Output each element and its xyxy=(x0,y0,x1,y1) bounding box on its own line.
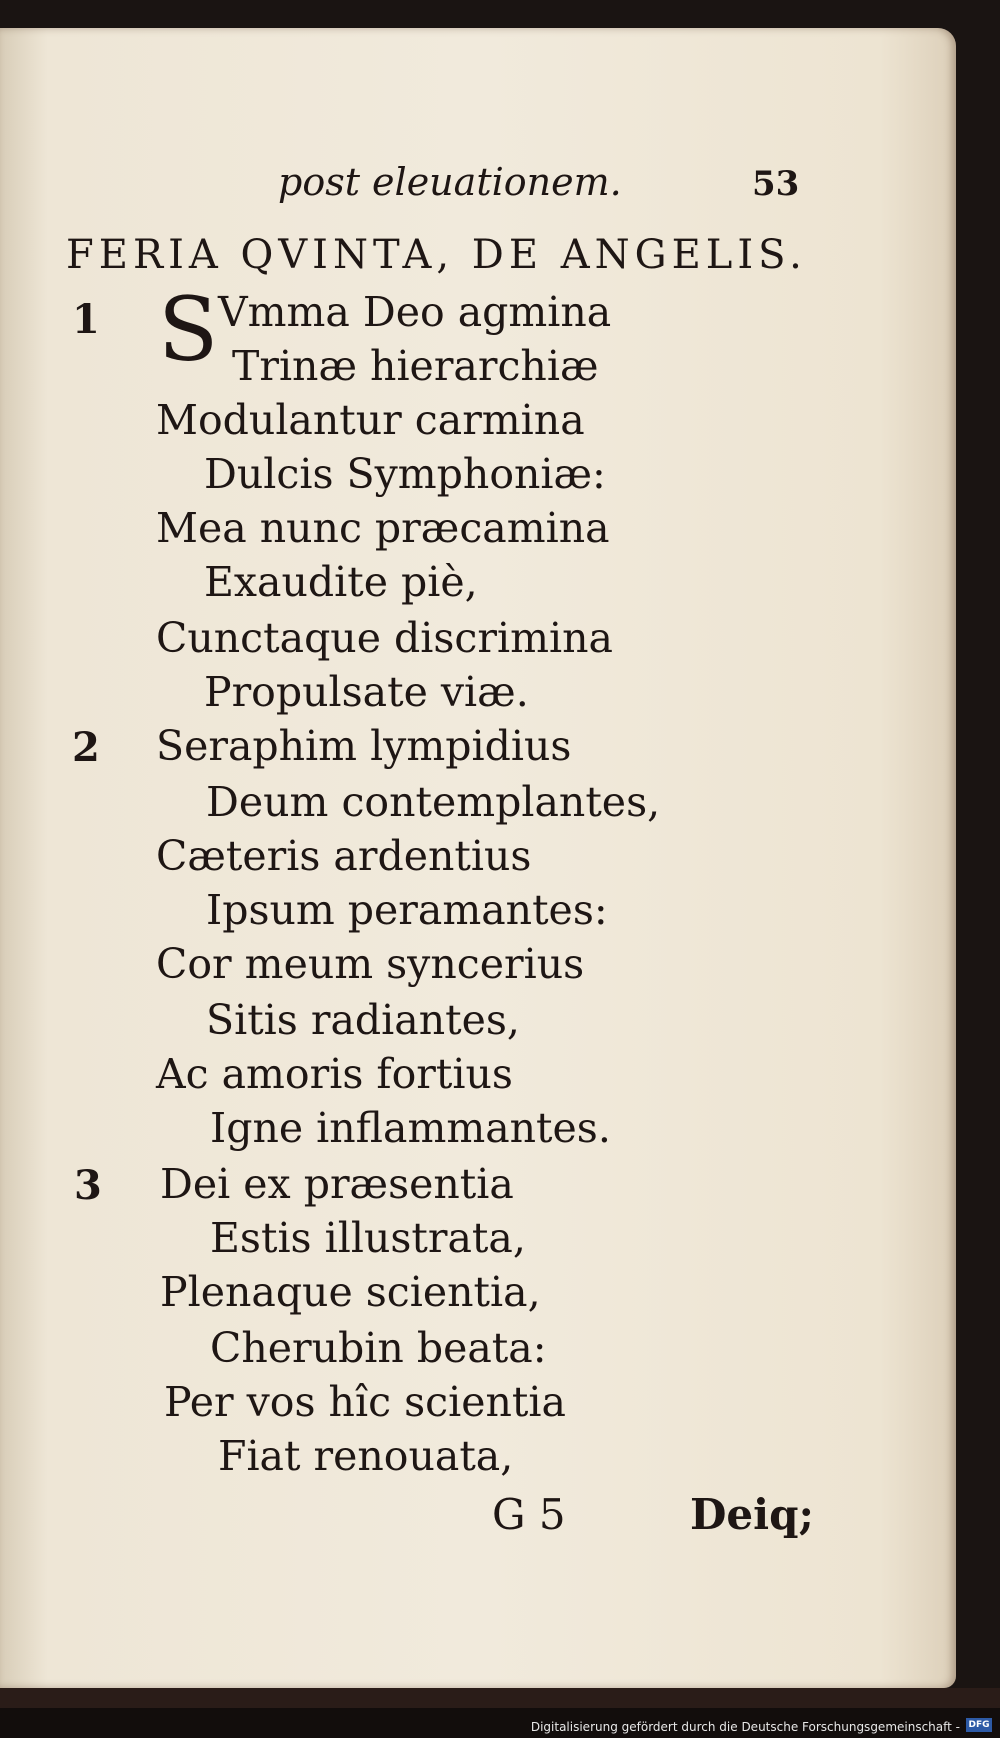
verse-line: Seraphim lympidius xyxy=(156,722,572,770)
verse-line: Propulsate viæ. xyxy=(204,668,529,716)
dfg-logo-icon: DFG xyxy=(966,1718,992,1732)
verse-line: Dei ex præsentia xyxy=(160,1160,514,1208)
verse-line: Ipsum peramantes: xyxy=(206,886,608,934)
verse-line: Modulantur carmina xyxy=(156,396,585,444)
verse-line: Ac amoris fortius xyxy=(156,1050,513,1098)
verse-line: Vmma Deo agmina xyxy=(218,288,612,336)
verse-line: Cæteris ardentius xyxy=(156,832,532,880)
verse-line: Per vos hîc scientia xyxy=(164,1378,566,1426)
verse-line: Igne inflammantes. xyxy=(210,1104,611,1152)
page-number: 53 xyxy=(752,164,800,204)
section-title: FERIA QVINTA, DE ANGELIS. xyxy=(66,232,807,278)
running-head: post eleuationem. xyxy=(278,160,622,204)
verse-line: Plenaque scientia, xyxy=(160,1268,541,1316)
verse-line: Cunctaque discrimina xyxy=(156,614,613,662)
verse-line: Estis illustrata, xyxy=(210,1214,526,1262)
stanza-number-3: 3 xyxy=(74,1162,102,1209)
funding-notice: Digitalisierung gefördert durch die Deutsche Forschungsgemeinschaft - xyxy=(530,1720,960,1734)
verse-line: Exaudite piè, xyxy=(204,558,478,606)
verse-line: Deum contemplantes, xyxy=(206,778,661,826)
verse-line: Fiat renouata, xyxy=(218,1432,514,1480)
verse-line: Dulcis Symphoniæ: xyxy=(204,450,606,498)
catchword: Deiq; xyxy=(690,1490,814,1539)
stanza-number-2: 2 xyxy=(72,724,100,771)
verse-line: Cherubin beata: xyxy=(210,1324,547,1372)
verse-line: Mea nunc præcamina xyxy=(156,504,610,552)
verse-line: Trinæ hierarchiæ xyxy=(232,342,599,390)
signature-mark: G 5 xyxy=(492,1490,566,1539)
stanza-number-1: 1 xyxy=(72,296,100,343)
verse-line: Sitis radiantes, xyxy=(206,996,520,1044)
verse-line: Cor meum syncerius xyxy=(156,940,585,988)
drop-capital: S xyxy=(158,278,219,381)
page-edge xyxy=(0,1688,1000,1708)
